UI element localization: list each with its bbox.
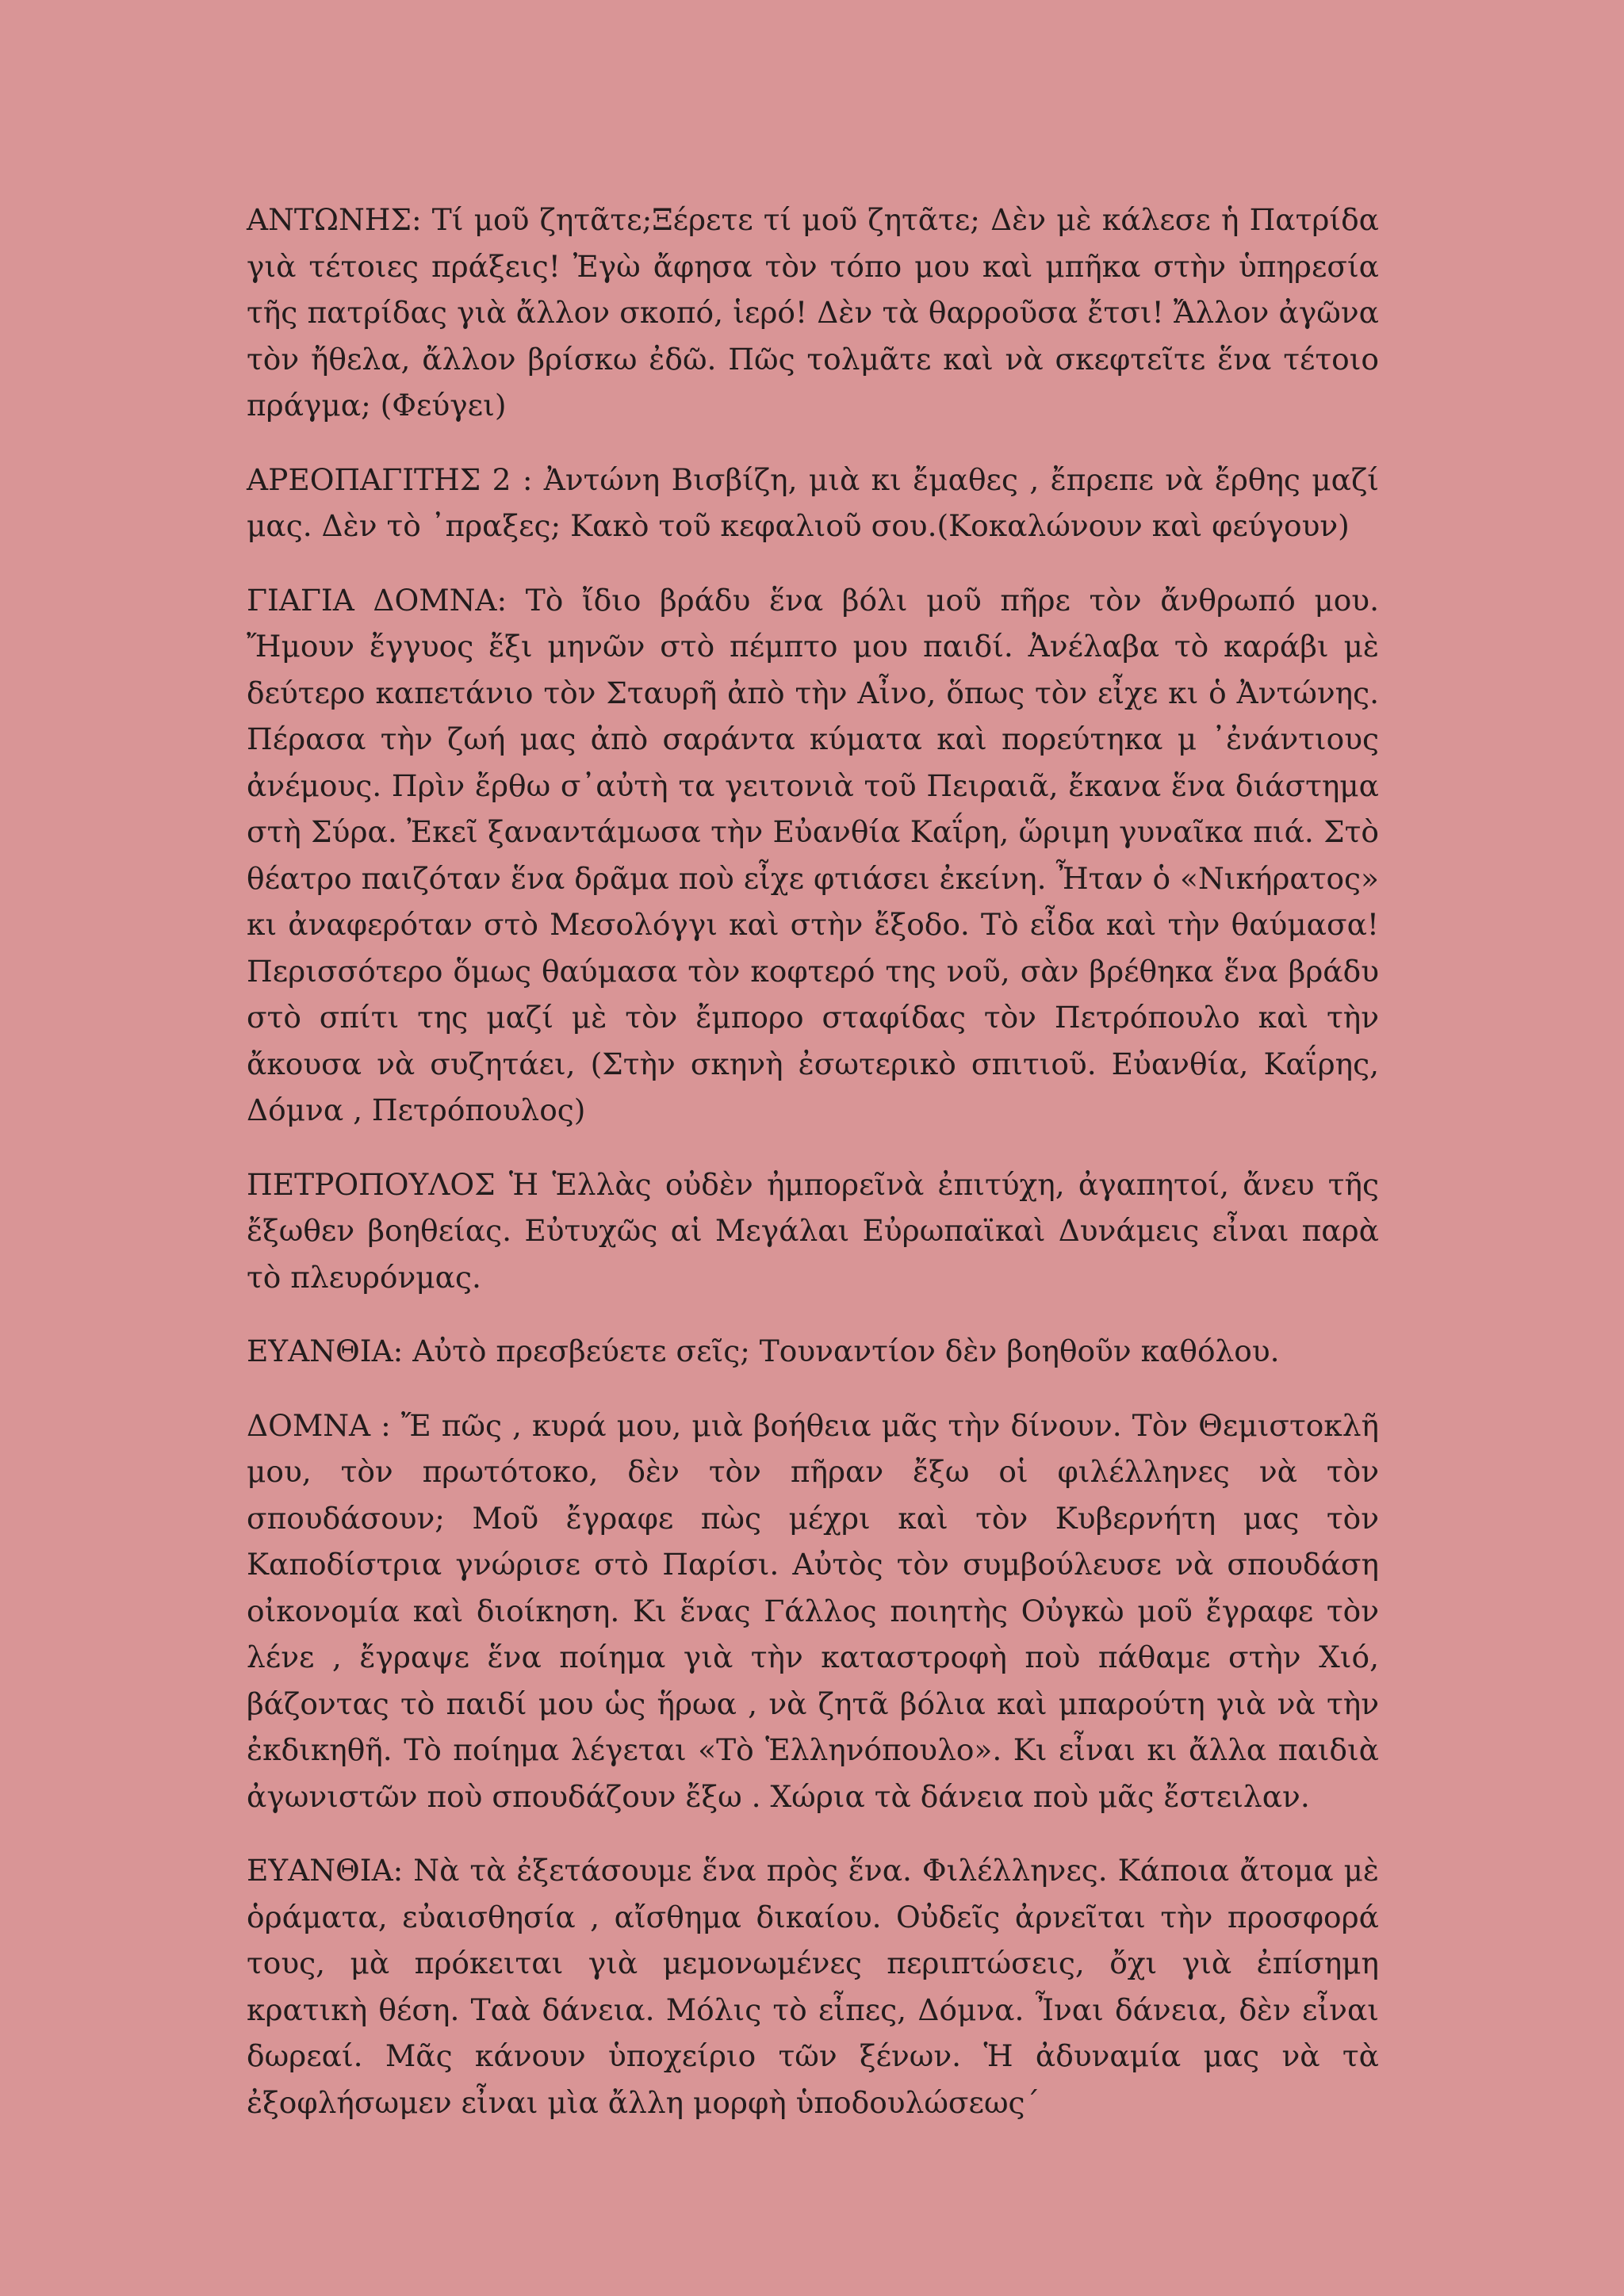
paragraph-euanthia-2: ΕΥΑΝΘΙΑ: Νὰ τὰ ἐξετάσουμε ἕνα πρὸς ἕνα. Φιλέλληνες. Κάποια ἄτομα μὲ ὁράματα, εὐαισθησία , αἴσθημα δικαίου. Οὐδεῖς ἀρνεῖται τὴν προσφορά τους, μὰ πρόκειται γιὰ μεμονωμένες περιπτώσεις, ὄχι γιὰ ἐπίσημη κρατικὴ θέση. Ταὰ δάνεια. Μόλις τὸ εἶπες, Δόμνα. Ἶναι δάνεια, δὲν εἶναι δωρεαί. Μᾶς κάνουν ὑποχείριο τῶν ξένων. Ἡ ἀδυναμία μας νὰ τὰ ἐξοφλήσωμεν εἶναι μὶα ἄλλη μορφὴ ὑποδουλώσεως΄: [247, 1853, 1379, 2120]
paragraph-domna: ΔΟΜΝΑ : Ἔ πῶς , κυρά μου, μιὰ βοήθεια μᾶς τὴν δίνουν. Τὸν Θεμιστοκλῆ μου, τὸν πρωτότοκο, δὲν τὸν πῆραν ἔξω οἱ φιλέλληνες νὰ τὸν σπουδάσουν; Μοῦ ἔγραφε πὼς μέχρι καὶ τὸν Κυβερνήτη μας τὸν Καποδίστρια γνώρισε στὸ Παρίσι. Αὐτὸς τὸν συμβούλευσε νὰ σπουδάση οἰκονομία καὶ διοίκηση. Κι ἕνας Γάλλος ποιητὴς Οὐγκὼ μοῦ ἔγραφε τὸν λένε , ἔγραψε ἕνα ποίημα γιὰ τὴν καταστροφὴ ποὺ πάθαμε στὴν Χιό, βάζοντας τὸ παιδί μου ὡς ἥρωα , νὰ ζητᾶ βόλια καὶ μπαρούτη γιὰ νὰ τὴν ἐκδικηθῆ. Τὸ ποίημα λέγεται «Τὸ Ἑλληνόπουλο». Κι εἶναι κι ἄλλα παιδιὰ ἀγωνιστῶν ποὺ σπουδάζουν ἔξω . Χώρια τὰ δάνεια ποὺ μᾶς ἔστειλαν.: [247, 1407, 1379, 1814]
paragraph-antonis: ΑΝΤΩΝΗΣ: Τί μοῦ ζητᾶτε;Ξέρετε τί μοῦ ζητᾶτε; Δὲν μὲ κάλεσε ἡ Πατρίδα γιὰ τέτοιες πράξεις! Ἐγὼ ἄφησα τὸν τόπο μου καὶ μπῆκα στὴν ὑπηρεσία τῆς πατρίδας γιὰ ἄλλον σκοπό, ἱερό! Δὲν τὰ θαρροῦσα ἔτσι! Ἄλλον ἀγῶνα τὸν ἤθελα, ἄλλον βρίσκω ἐδῶ. Πῶς τολμᾶτε καὶ νὰ σκεφτεῖτε ἕνα τέτοιο πράγμα; (Φεύγει): [247, 202, 1379, 423]
paragraph-areopagitis: ΑΡΕΟΠΑΓΙΤΗΣ 2 : Ἀντώνη Βισβίζη, μιὰ κι ἔμαθες , ἔπρεπε νὰ ἔρθης μαζί μας. Δὲν τὸ ᾽πραξες; Κακὸ τοῦ κεφαλιοῦ σου.(Κοκαλώνουν καὶ φεύγουν): [247, 461, 1379, 543]
document-page: [247, 197, 1379, 2153]
paragraph-petropoulos: ΠΕΤΡΟΠΟΥΛΟΣ Ἡ Ἑλλὰς οὐδὲν ἠμπορεῖνὰ ἐπιτύχη, ἀγαπητοί, ἄνευ τῆς ἔξωθεν βοηθείας. Εὐτυχῶς αἱ Μεγάλαι Εὐρωπαϊκαὶ Δυνάμεις εἶναι παρὰ τὸ πλευρόνμας.: [247, 1166, 1379, 1295]
paragraph-giagia-domna: ΓΙΑΓΙΑ ΔΟΜΝΑ: Τὸ ἴδιο βράδυ ἕνα βόλι μοῦ πῆρε τὸν ἄνθρωπό μου. Ἤμουν ἔγγυος ἔξι μηνῶν στὸ πέμπτο μου παιδί. Ἀνέλαβα τὸ καράβι μὲ δεύτερο καπετάνιο τὸν Σταυρῆ ἀπὸ τὴν Αἶνο, ὅπως τὸν εἶχε κι ὁ Ἀντώνης. Πέρασα τὴν ζωή μας ἀπὸ σαράντα κύματα καὶ πορεύτηκα μ ᾽ἐνάντιους ἀνέμους. Πρὶν ἔρθω σ᾽αὐτὴ τα γειτονιὰ τοῦ Πειραιᾶ, ἔκανα ἕνα διάστημα στὴ Σύρα. Ἐκεῖ ξαναντάμωσα τὴν Εὐανθία Καΐρη, ὥριμη γυναῖκα πιά. Στὸ θέατρο παιζόταν ἕνα δρᾶμα ποὺ εἶχε φτιάσει ἐκείνη. Ἦταν ὁ «Νικήρατος» κι ἀναφερόταν στὸ Μεσολόγγι καὶ στὴν ἔξοδο. Τὸ εἶδα καὶ τὴν θαύμασα! Περισσότερο ὅμως θαύμασα τὸν κοφτερό της νοῦ, σὰν βρέθηκα ἕνα βράδυ στὸ σπίτι της μαζί μὲ τὸν ἔμπορο σταφίδας τὸν Πετρόπουλο καὶ τὴν ἄκουσα νὰ συζητάει, (Στὴν σκηνὴ ἐσωτερικὸ σπιτιοῦ. Εὐανθία, Καΐρης, Δόμνα , Πετρόπουλος): [247, 582, 1379, 1127]
paragraph-euanthia-1: ΕΥΑΝΘΙΑ: Αὐτὸ πρεσβεύετε σεῖς; Τουναντίον δὲν βοηθοῦν καθόλου.: [247, 1334, 1280, 1368]
